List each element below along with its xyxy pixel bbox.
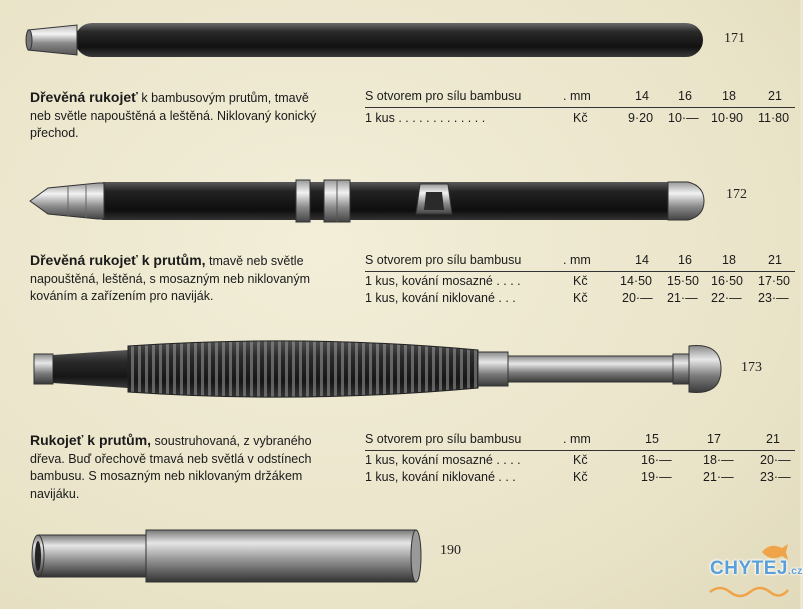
row-currency: Kč xyxy=(573,453,588,467)
product-173-text: soustruhovaná, z vybraného dřeva. Buď ořechově tmavá neb světlá v odstínech bambusu. S mosazným neb niklovaným držákem navijáku. xyxy=(30,434,312,501)
product-172-price-table xyxy=(365,253,795,313)
price-cell: 16·50 xyxy=(711,274,743,288)
product-172-description xyxy=(30,252,330,306)
table-rule xyxy=(365,107,795,108)
row-label: 1 kus . . . . . . . . . . . . . xyxy=(365,111,486,125)
table-header-unit: . mm xyxy=(563,253,591,267)
size-col-1: 14 xyxy=(635,253,649,267)
table-header-unit: . mm xyxy=(563,432,591,446)
row-currency: Kč xyxy=(573,470,588,484)
table-header-label: S otvorem pro sílu bambusu xyxy=(365,253,522,267)
price-cell: 20·— xyxy=(760,453,791,467)
price-cell: 15·50 xyxy=(667,274,699,288)
product-171-price-table xyxy=(365,89,795,129)
price-cell: 10·— xyxy=(668,111,699,125)
size-col-2: 16 xyxy=(678,253,692,267)
price-cell: 23·— xyxy=(760,470,791,484)
size-col-3: 21 xyxy=(766,432,780,446)
table-header-label: S otvorem pro sílu bambusu xyxy=(365,432,522,446)
product-173-description xyxy=(30,432,330,503)
row-currency: Kč xyxy=(573,111,588,125)
logo-name: CHYTEJ xyxy=(710,558,788,579)
product-171-text: k bambusovým prutům, tmavě neb světle napouštěná a leštěná. Niklovaný konický přechod. xyxy=(30,91,317,140)
product-172-text: tmavě neb světle napouštěná, leštěná, s mosazným neb niklovaným kováním a zařízením pro naviják. xyxy=(30,254,311,303)
table-row xyxy=(365,453,795,469)
row-currency: Kč xyxy=(573,291,588,305)
size-col-2: 17 xyxy=(707,432,721,446)
product-172-title: Dřevěná rukojeť k prutům, xyxy=(30,252,206,268)
table-rule xyxy=(365,450,795,451)
price-cell: 9·20 xyxy=(628,111,654,125)
size-col-2: 16 xyxy=(678,89,692,103)
product-number-173: 173 xyxy=(741,360,762,375)
price-cell: 11·80 xyxy=(758,111,790,125)
price-cell: 18·— xyxy=(703,453,734,467)
size-col-4: 21 xyxy=(768,89,782,103)
size-col-1: 15 xyxy=(645,432,659,446)
table-header-row xyxy=(365,89,795,105)
product-171-image xyxy=(25,20,715,60)
product-number-171: 171 xyxy=(724,31,745,46)
product-190-image xyxy=(30,527,430,585)
logo-suffix: .cz xyxy=(787,566,803,577)
price-cell: 17·50 xyxy=(758,274,790,288)
price-cell: 14·50 xyxy=(620,274,652,288)
row-label: 1 kus, kování niklované . . . xyxy=(365,291,516,305)
table-header-row xyxy=(365,432,795,448)
size-col-3: 18 xyxy=(722,89,736,103)
size-col-1: 14 xyxy=(635,89,649,103)
size-col-3: 18 xyxy=(722,253,736,267)
table-header-row xyxy=(365,253,795,269)
product-173-title: Rukojeť k prutům, xyxy=(30,432,152,448)
product-173-price-table xyxy=(365,432,795,492)
product-173-image xyxy=(33,338,723,400)
price-cell: 16·— xyxy=(641,453,672,467)
size-col-4: 21 xyxy=(768,253,782,267)
price-cell: 21·— xyxy=(667,291,698,305)
price-cell: 23·— xyxy=(758,291,789,305)
row-label: 1 kus, kování niklované . . . xyxy=(365,470,516,484)
price-cell: 19·— xyxy=(641,470,672,484)
price-cell: 10·90 xyxy=(711,111,743,125)
table-row xyxy=(365,470,795,486)
row-currency: Kč xyxy=(573,274,588,288)
table-row xyxy=(365,291,795,307)
product-171-description xyxy=(30,89,326,143)
table-header-unit: . mm xyxy=(563,89,591,103)
price-cell: 22·— xyxy=(711,291,742,305)
table-header-label: S otvorem pro sílu bambusu xyxy=(365,89,522,103)
logo-text xyxy=(710,558,803,580)
row-label: 1 kus, kování mosazné . . . . xyxy=(365,274,521,288)
product-number-190: 190 xyxy=(440,543,461,558)
table-row xyxy=(365,111,795,127)
table-rule xyxy=(365,271,795,272)
product-number-172: 172 xyxy=(726,187,747,202)
row-label: 1 kus, kování mosazné . . . . xyxy=(365,453,521,467)
price-cell: 21·— xyxy=(703,470,734,484)
table-row xyxy=(365,274,795,290)
price-cell: 20·— xyxy=(622,291,653,305)
wave-icon xyxy=(708,584,788,598)
product-172-image xyxy=(28,178,708,224)
chytej-logo xyxy=(706,548,803,600)
product-171-title: Dřevěná rukojeť xyxy=(30,89,138,105)
